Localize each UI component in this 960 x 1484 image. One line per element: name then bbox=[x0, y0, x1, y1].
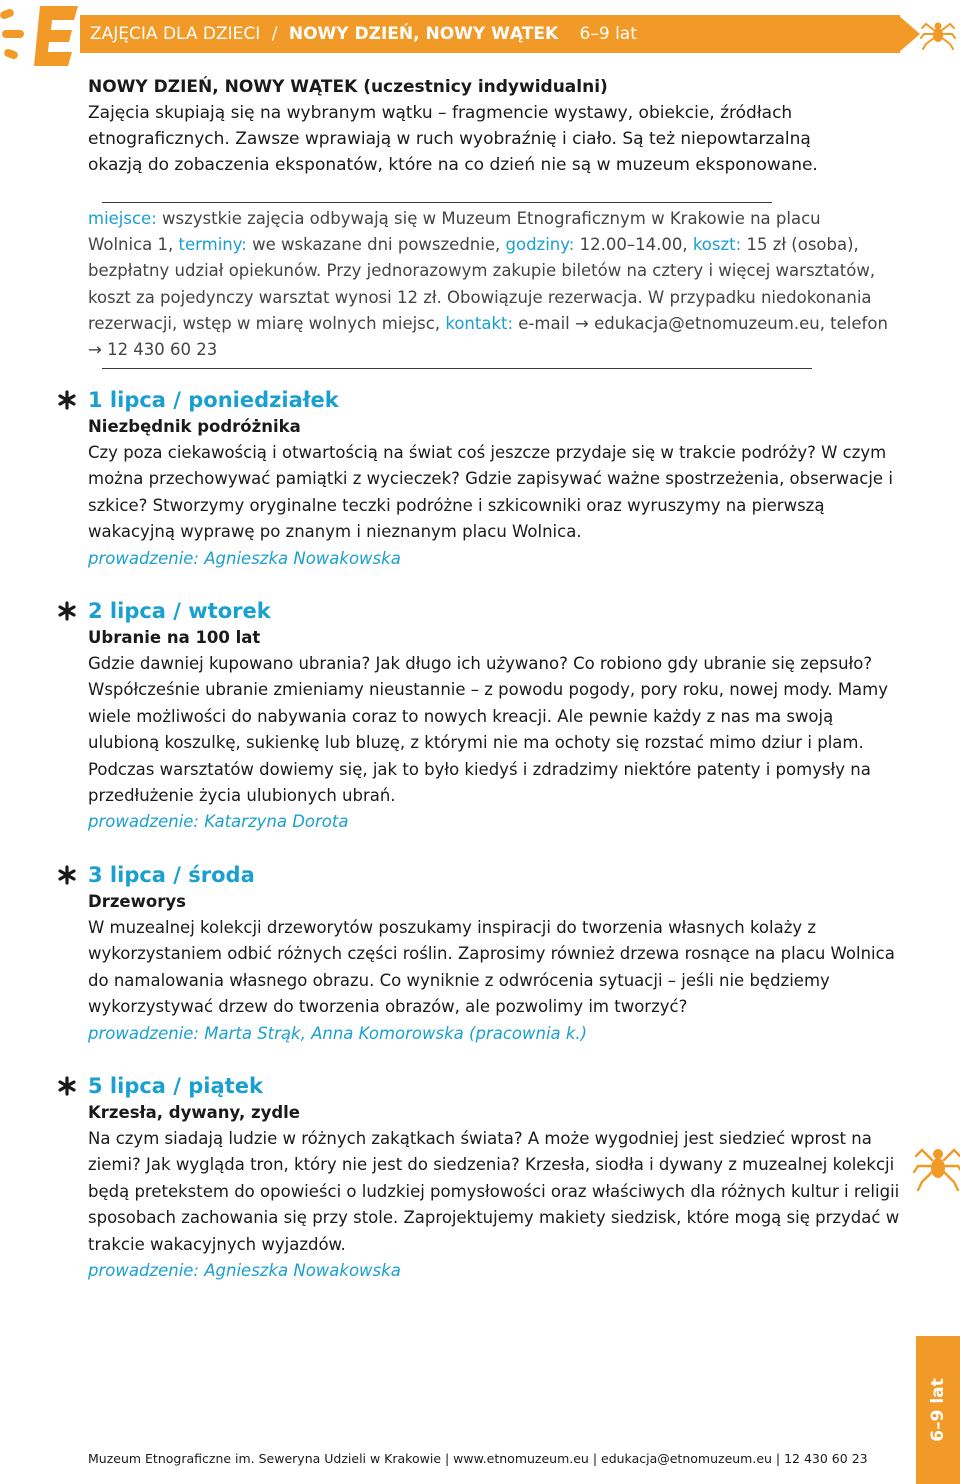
spider-icon bbox=[912, 1140, 960, 1192]
header-title bbox=[90, 22, 637, 46]
event-title: Krzesła, dywany, zydle bbox=[88, 1103, 301, 1122]
event-description: W muzealnej kolekcji drzeworytów poszukamy inspiracji do tworzenia własnych kolaży z wykorzystaniem odbić różnych części roślin. Zaprosimy również drzewa rosnące na placu Wolnica do namalowania własnego obrazu. Co wyniknie z odwrócenia sytuacji – jeśli nie będziemy wykorzystywać drzew do tworzenia obrazów, ale pozwolimy im tworzyć? bbox=[88, 918, 895, 1017]
intro-text: Zajęcia skupiają się na wybranym wątku – fragmencie wystawy, obiekcie, źródłach etnograficznych. Zawsze wprawiają w ruch wyobraźnię i ciało. Są też niepowtarzalną okazją do zobaczenia eksponatów, które na co dzień nie są w muzeum eksponowane. bbox=[88, 103, 818, 175]
header-category: ZAJĘCIA DLA DZIECI bbox=[90, 24, 261, 44]
event-date: 1 lipca / poniedziałek bbox=[88, 388, 339, 412]
event-description: Gdzie dawniej kupowano ubrania? Jak długo ich używano? Co robiono gdy ubranie się zepsuło? Współcześnie ubranie zmieniamy nieustannie – z powodu pogody, pory roku, nowej mody. Mamy wiele możliwości do nabywania coraz to nowych kreacji. Ale pewnie każdy z nas ma swoją ulubioną koszulkę, sukienkę lub bluzę, z którymi nie ma ochoty się rozstać mimo dziur i plam. Podczas warsztatów dowiemy się, jak to było kiedyś i zdradzimy niektóre patenty i pomysły na przedłużenie życia ulubionych ubrań. bbox=[88, 654, 889, 806]
asterisk-icon bbox=[58, 1076, 76, 1096]
asterisk-icon bbox=[58, 390, 76, 410]
spider-icon bbox=[920, 16, 956, 52]
event-1 bbox=[88, 386, 900, 572]
event-date: 2 lipca / wtorek bbox=[88, 599, 271, 623]
event-2 bbox=[88, 597, 900, 836]
cost-label: koszt: bbox=[692, 235, 742, 255]
cost-value: 15 zł (osoba), bezpłatny udział opiekunów. Przy jednorazowym zakupie biletów na cztery i więcej warsztatów, koszt za pojedynczy warsztat wynosi 12 zł. Obowiązuje rezerwacja. W przypadku niedokonania rezerwacji, wstęp w miarę wolnych miejsc, bbox=[88, 235, 876, 333]
event-lead: prowadzenie: Agnieszka Nowakowska bbox=[88, 1261, 401, 1281]
intro-title: NOWY DZIEŃ, NOWY WĄTEK (uczestnicy indywidualni) bbox=[88, 77, 608, 97]
event-title: Niezbędnik podróżnika bbox=[88, 417, 301, 436]
hours-value: 12.00–14.00, bbox=[579, 235, 688, 255]
age-side-label: 6–9 lat bbox=[928, 1378, 948, 1442]
event-date: 5 lipca / piątek bbox=[88, 1074, 263, 1098]
header-separator: / bbox=[271, 24, 278, 44]
event-date: 3 lipca / środa bbox=[88, 863, 255, 887]
event-lead: prowadzenie: Katarzyna Dorota bbox=[88, 812, 349, 832]
event-3 bbox=[88, 861, 900, 1047]
place-value: wszystkie zajęcia odbywają się w Muzeum Etnograficznym w Krakowie na placu Wolnica 1, bbox=[88, 209, 821, 255]
e-logo-icon bbox=[0, 0, 84, 72]
intro bbox=[88, 74, 848, 178]
event-description: Czy poza ciekawością i otwartością na świat coś jeszcze przydaje się w trakcie podróży? W czym można przechowywać pamiątki z wycieczek? Gdzie zapisywać ważne spostrzeżenia, obserwacje i szkice? Stworzymy oryginalne teczki podróżne i szkicowniki oraz wyruszymy na pierwszą wakacyjną wyprawę po znanym i nieznanym placu Wolnica. bbox=[88, 443, 893, 542]
footer: Muzeum Etnograficzne im. Seweryna Udzieli w Krakowie | www.etnomuzeum.eu | edukacja@etnomuzeum.eu | 12 430 60 23 bbox=[88, 1451, 868, 1466]
divider-top bbox=[102, 202, 772, 203]
dates-value: we wskazane dni powszednie, bbox=[252, 235, 501, 255]
contact-label: kontakt: bbox=[445, 313, 514, 333]
event-4 bbox=[88, 1072, 900, 1284]
place-label: miejsce: bbox=[88, 209, 157, 228]
header-age: 6–9 lat bbox=[579, 24, 637, 44]
header-arrow bbox=[898, 15, 920, 53]
event-lead: prowadzenie: Marta Strąk, Anna Komorowska (pracownia k.) bbox=[88, 1023, 588, 1043]
info-block bbox=[88, 206, 888, 363]
event-title: Drzeworys bbox=[88, 892, 186, 911]
divider-bottom bbox=[102, 368, 812, 369]
header-series: NOWY DZIEŃ, NOWY WĄTEK bbox=[288, 24, 559, 44]
event-description: Na czym siadają ludzie w różnych zakątkach świata? A może wygodniej jest siedzieć wprost na ziemi? Jak wygląda tron, który nie jest do siedzenia? Krzesła, siodła i dywany z muzealnej kolekcji będą pretekstem do opowieści o ludzkiej pomysłowości oraz właściwych dla różnych kultur i religii sposobach zachowania się przy stole. Zaprojektujemy makiety siedzisk, które mogą się przydać w trakcie wakacyjnych wyjazdów. bbox=[88, 1129, 900, 1254]
asterisk-icon bbox=[58, 601, 76, 621]
event-lead: prowadzenie: Agnieszka Nowakowska bbox=[88, 548, 401, 568]
dates-label: terminy: bbox=[178, 235, 247, 255]
hours-label: godziny: bbox=[505, 235, 575, 255]
asterisk-icon bbox=[58, 865, 76, 885]
event-title: Ubranie na 100 lat bbox=[88, 628, 261, 647]
contact-value[interactable]: e-mail → edukacja@etnomuzeum.eu, telefon → 12 430 60 23 bbox=[88, 313, 888, 360]
